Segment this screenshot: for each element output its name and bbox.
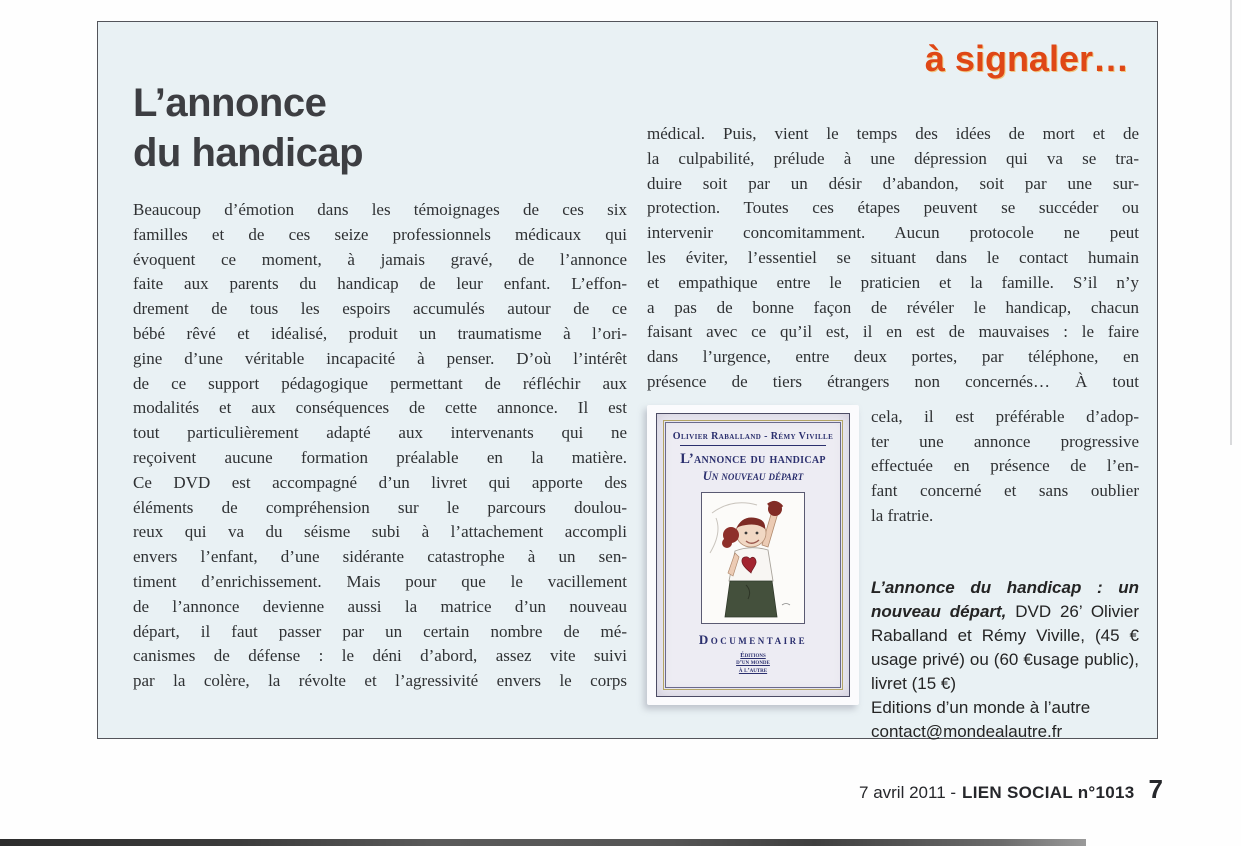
dvd-caption xyxy=(871,576,1139,744)
text-line: tout particulièrement adapté aux intervenants qui ne xyxy=(133,423,627,443)
article-title xyxy=(133,78,363,178)
text-line: reçoivent aucune formation préalable en la matière. xyxy=(133,447,627,467)
text-line: départ, il faut passer par un certain nombre de mé- xyxy=(133,621,627,641)
dvd-cover-photo xyxy=(647,405,859,705)
text-line: Beaucoup d’émotion dans les témoignages de ces six xyxy=(133,200,627,219)
caption-publisher: Editions d’un monde à l’autre xyxy=(871,697,1091,717)
caption-details: DVD 26’ Olivier Raballand et Rémy Viville, (45 € usage privé) ou (60 €usage public), livret (15 €) xyxy=(871,601,1139,693)
right-column-text xyxy=(647,122,1139,395)
text-line: cela, il est préférable d’adop- xyxy=(871,406,1139,426)
text-line: présence de tiers étrangers non concernés… À tout xyxy=(647,371,1139,391)
text-line: à l’autre xyxy=(738,666,768,674)
text-line: drement de tous les espoirs accumulés autour de ce xyxy=(133,299,627,319)
footer-date: 7 avril 2011 - xyxy=(859,783,957,802)
text-line: gine d’une véritable incapacité à penser. D’où l’intérêt xyxy=(133,348,627,368)
child-drawing-svg xyxy=(702,493,804,623)
text-line: faite aux parents du handicap de leur enfant. L’effon- xyxy=(133,274,627,294)
text-line: Éditions xyxy=(740,651,766,659)
page-number: 7 xyxy=(1148,774,1163,804)
text-line: bébé rêvé et idéalisé, produit un traumatisme à l’ori- xyxy=(133,323,627,343)
text-line: Ce DVD est accompagné d’un livret qui apporte des xyxy=(133,472,627,492)
text-line: modalités et aux conséquences de cette annonce. Il est xyxy=(133,398,627,418)
article-title-line2: du handicap xyxy=(133,131,364,175)
text-line: ter une annonce progressive xyxy=(871,431,1139,451)
text-line: envers l’enfant, d’une sidérante catastrophe à un sen- xyxy=(133,547,627,567)
text-line: dans l’urgence, entre deux portes, par téléphone, en xyxy=(647,347,1139,367)
text-line: intervenir concomitamment. Aucun protocole ne peut xyxy=(647,223,1139,243)
section-label: à signaler… xyxy=(924,38,1129,79)
text-line: éléments de compréhension sur le parcours doulou- xyxy=(133,497,627,517)
text-line: de l’annonce devienne aussi la matrice d’un nouveau xyxy=(133,596,627,616)
cover-title: L’annonce du handicap xyxy=(680,450,826,467)
page-footer xyxy=(859,774,1163,805)
caption-reference xyxy=(871,576,1139,696)
cover-publisher-logo xyxy=(657,652,849,675)
text-line: duire soit par un désir d’abandon, soit par une sur- xyxy=(647,173,1139,193)
text-line: médical. Puis, vient le temps des idées de mort et de xyxy=(647,124,1139,143)
caption-title: L’annonce du handicap : un nouveau départ, xyxy=(871,577,1139,621)
footer-issue: LIEN SOCIAL n°1013 xyxy=(962,783,1135,802)
text-beside-cover xyxy=(871,405,1139,744)
text-line: protection. Toutes ces étapes peuvent se succéder ou xyxy=(647,198,1139,218)
text-line: de ce support pédagogique permettant de réfléchir aux xyxy=(133,373,627,393)
left-column-text xyxy=(133,198,627,694)
text-line: par la colère, la révolte et l’agressivité envers le corps xyxy=(133,671,627,691)
right-column xyxy=(647,122,1139,744)
wrapped-text xyxy=(871,405,1139,529)
text-line: reux qui va du séisme subi à l’attachement accompli xyxy=(133,522,627,542)
scan-edge-line xyxy=(1230,0,1232,445)
text-line: effectuée en présence de l’en- xyxy=(871,456,1139,476)
cover-authors: Olivier Raballand - Rémy Viville xyxy=(672,430,834,442)
cover-rule xyxy=(680,445,826,446)
image-and-text-row xyxy=(647,405,1139,744)
article-panel xyxy=(97,21,1158,739)
text-line: canismes de défense : le déni d’abord, assez vite suivi xyxy=(133,646,627,666)
caption-email: contact@mondealautre.fr xyxy=(871,721,1063,741)
dvd-cover xyxy=(656,413,850,697)
text-line: a pas de bonne façon de révéler le handicap, chacun xyxy=(647,297,1139,317)
text-line: et empathique entre le praticien et la famille. S’il n’y xyxy=(647,272,1139,292)
text-line: fant concerné et sans oublier xyxy=(871,481,1139,501)
text-line: faisant avec ce qu’il est, il en est de mauvaises : le faire xyxy=(647,322,1139,342)
article-title-line1: L’annonce xyxy=(133,81,327,125)
text-line: timent d’enrichissement. Mais pour que le vacillement xyxy=(133,571,627,591)
scan-edge-strip xyxy=(0,839,1086,846)
cover-genre: Documentaire xyxy=(698,631,808,647)
text-line: la fratrie. xyxy=(871,505,934,525)
text-line: la culpabilité, prélude à une dépression qui va se tra- xyxy=(647,148,1139,168)
cover-subtitle: Un nouveau départ xyxy=(702,468,804,483)
child-illustration xyxy=(701,492,805,624)
text-line: les éviter, l’essentiel se situant dans le contact humain xyxy=(647,247,1139,267)
text-line: évoquent ce moment, à jamais gravé, de l’annonce xyxy=(133,249,627,269)
text-line: d’un monde xyxy=(736,659,770,667)
text-line: familles et de ces seize professionnels médicaux qui xyxy=(133,224,627,244)
